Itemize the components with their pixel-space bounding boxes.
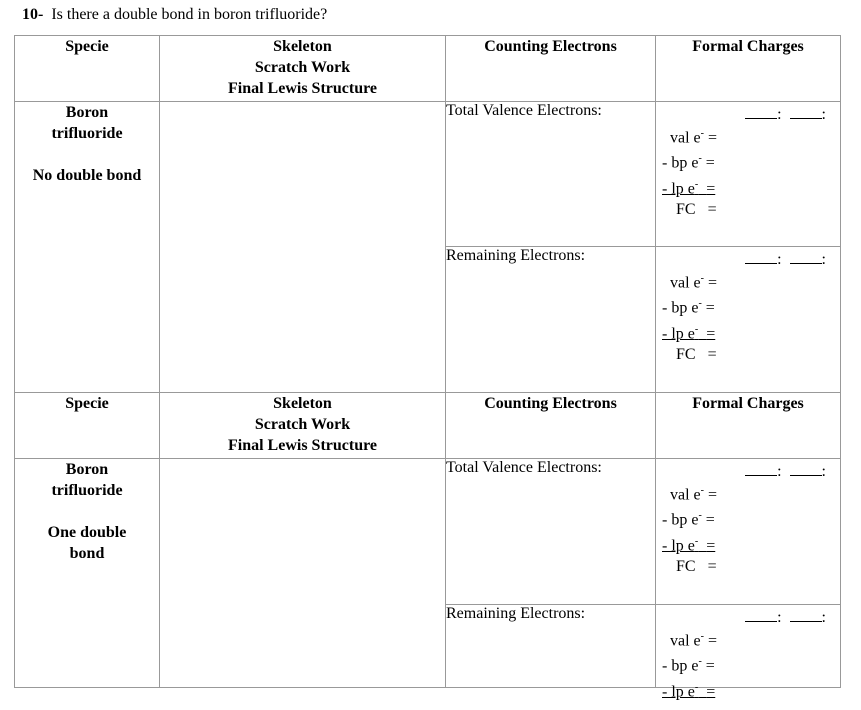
fc-equation: val e- = - bp e- = - lp e- = <box>662 631 718 700</box>
formal-charge-cell <box>656 459 841 605</box>
section-row <box>15 102 841 247</box>
header-row <box>15 393 841 459</box>
remaining-electrons-cell: Remaining Electrons: <box>446 605 656 688</box>
question-number: 10- <box>22 6 44 23</box>
worksheet-table <box>14 35 841 700</box>
formal-charge-cell <box>656 102 841 247</box>
skeleton-header: Skeleton Scratch Work Final Lewis Structure <box>160 393 446 459</box>
fc-equation: val e- = - bp e- = - lp e- = FC = <box>662 128 718 218</box>
counting-header: Counting Electrons <box>446 393 656 459</box>
specie-cell: Boron trifluoride One double bond <box>15 459 160 688</box>
skeleton-header: Skeleton Scratch Work Final Lewis Structure <box>160 36 446 102</box>
specie-header: Specie <box>15 393 160 459</box>
formal-charge-cell <box>656 605 841 700</box>
remaining-electrons-cell: Remaining Electrons: <box>446 247 656 393</box>
scratch-work-area[interactable] <box>160 459 446 688</box>
total-valence-cell: Total Valence Electrons: <box>446 459 656 605</box>
header-row <box>15 36 841 102</box>
fc-blanks[interactable]: : : <box>745 249 826 269</box>
formal-charge-cell <box>656 247 841 393</box>
question <box>22 6 327 24</box>
section-row <box>15 459 841 605</box>
scratch-work-area[interactable] <box>160 102 446 393</box>
fc-blanks[interactable]: : : <box>745 607 826 627</box>
formal-header: Formal Charges <box>656 36 841 102</box>
fc-blanks[interactable]: : : <box>745 461 826 481</box>
counting-header: Counting Electrons <box>446 36 656 102</box>
formal-header: Formal Charges <box>656 393 841 459</box>
fc-equation: val e- = - bp e- = - lp e- = FC = <box>662 485 718 575</box>
total-valence-cell: Total Valence Electrons: <box>446 102 656 247</box>
specie-header: Specie <box>15 36 160 102</box>
question-text: Is there a double bond in boron trifluoride? <box>51 6 328 23</box>
fc-equation: val e- = - bp e- = - lp e- = FC = <box>662 273 718 363</box>
fc-blanks[interactable]: : : <box>745 104 826 124</box>
specie-cell: Boron trifluoride No double bond <box>15 102 160 393</box>
